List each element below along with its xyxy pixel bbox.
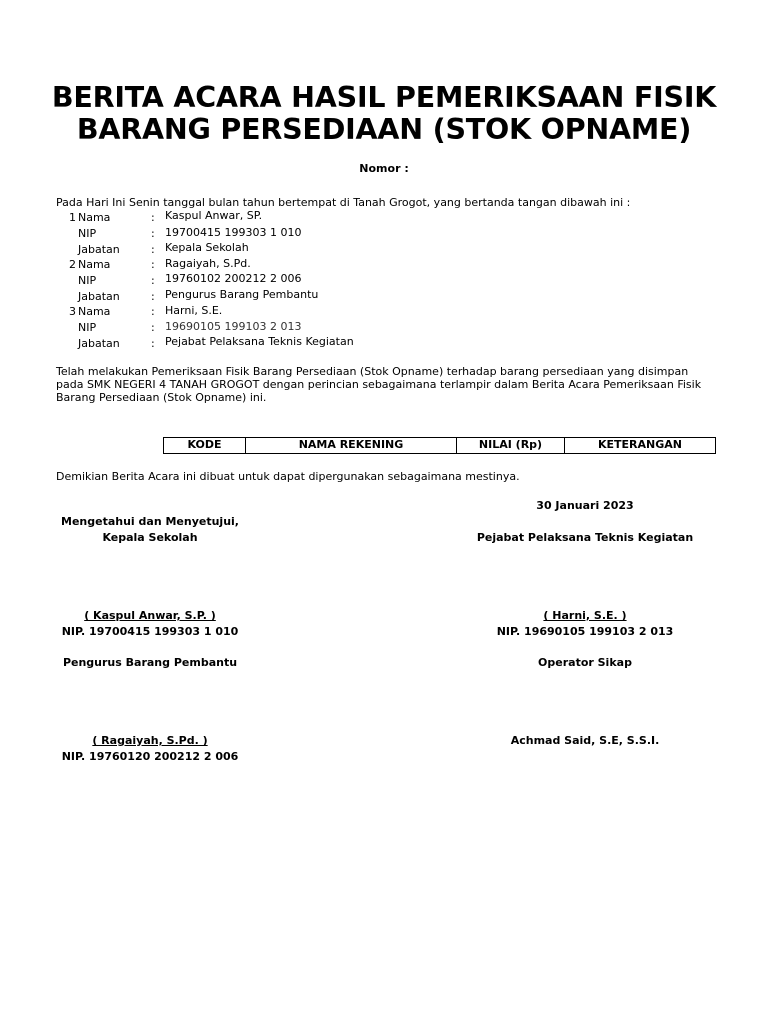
person-2-nip: 19760102 200212 2 006	[165, 272, 302, 285]
closing-text: Demikian Berita Acara ini dibuat untuk dapat dipergunakan sebagaimana mestinya.	[56, 470, 520, 483]
person-3-nip-label: NIP	[78, 321, 97, 334]
person-1-nip-colon: :	[151, 227, 155, 240]
person-3-jabatan-colon: :	[151, 337, 155, 350]
document-title-line1: BERITA ACARA HASIL PEMERIKSAAN FISIK	[51, 81, 717, 114]
person-1-nama-colon: :	[151, 211, 155, 224]
document-title-line2: BARANG PERSEDIAAN (STOK OPNAME)	[76, 113, 692, 146]
sign-right1-name: ( Harni, S.E. )	[543, 609, 627, 622]
sign-left2-name: ( Ragaiyah, S.Pd. )	[92, 734, 208, 747]
person-1-nama-label: Nama	[78, 211, 111, 224]
person-1-jabatan-colon: :	[151, 243, 155, 256]
person-2-nama-label: Nama	[78, 258, 111, 271]
person-1-nip-label: NIP	[78, 227, 97, 240]
header-nilai: NILAI (Rp)	[457, 438, 565, 454]
sign-left1-nip: NIP. 19700415 199303 1 010	[61, 625, 239, 638]
sign-right2-role: Operator Sikap	[538, 656, 632, 669]
person-2-nip-label: NIP	[78, 274, 97, 287]
person-1-number: 1	[69, 211, 76, 224]
person-2-nip-colon: :	[151, 274, 155, 287]
sign-left1-name: ( Kaspul Anwar, S.P. )	[84, 609, 216, 622]
person-3-nama: Harni, S.E.	[165, 304, 223, 317]
person-2-nama-colon: :	[151, 258, 155, 271]
sign-left2-role: Pengurus Barang Pembantu	[62, 656, 238, 669]
intro-text: Pada Hari Ini Senin tanggal bulan tahun bertempat di Tanah Grogot, yang bertanda tangan dibawah ini :	[56, 196, 631, 209]
person-1-jabatan: Kepala Sekolah	[165, 241, 249, 254]
header-nama-rekening: NAMA REKENING	[246, 438, 457, 454]
person-3-nip: 19690105 199103 2 013	[165, 320, 302, 333]
person-1-nama: Kaspul Anwar, SP.	[165, 209, 263, 222]
sign-left1-line2: Kepala Sekolah	[102, 531, 198, 544]
person-3-nip-colon: :	[151, 321, 155, 334]
sign-right1-role: Pejabat Pelaksana Teknis Kegiatan	[476, 531, 694, 544]
nomor-label: Nomor :	[359, 162, 409, 175]
person-2-jabatan: Pengurus Barang Pembantu	[165, 288, 319, 301]
table-header-row	[164, 438, 716, 454]
sign-right1-nip: NIP. 19690105 199103 2 013	[496, 625, 674, 638]
person-1-nip: 19700415 199303 1 010	[165, 226, 302, 239]
person-3-jabatan-label: Jabatan	[78, 337, 120, 350]
rekening-table	[163, 437, 716, 454]
document-date: 30 Januari 2023	[536, 499, 634, 512]
sign-left2-nip: NIP. 19760120 200212 2 006	[61, 750, 239, 763]
header-kode: KODE	[164, 438, 246, 454]
header-keterangan: KETERANGAN	[565, 438, 716, 454]
person-2-jabatan-colon: :	[151, 290, 155, 303]
person-2-nama: Ragaiyah, S.Pd.	[165, 257, 251, 270]
person-3-jabatan: Pejabat Pelaksana Teknis Kegiatan	[165, 335, 354, 348]
person-1-jabatan-label: Jabatan	[78, 243, 120, 256]
person-3-nama-label: Nama	[78, 305, 111, 318]
person-2-number: 2	[69, 258, 76, 271]
description-paragraph: Telah melakukan Pemeriksaan Fisik Barang Persediaan (Stok Opname) terhadap barang persediaan yang disimpan pada SMK NEGERI 4 TANAH GROGOT dengan perincian sebagaimana terlampir dalam Berita Acara Pemeriksaan Fisik Barang Persediaan (Stok Opname) ini.	[56, 365, 702, 404]
sign-left1-line1: Mengetahui dan Menyetujui,	[61, 515, 239, 528]
person-3-nama-colon: :	[151, 305, 155, 318]
sign-right2-name: Achmad Said, S.E, S.S.I.	[510, 734, 660, 747]
person-3-number: 3	[69, 305, 76, 318]
person-2-jabatan-label: Jabatan	[78, 290, 120, 303]
